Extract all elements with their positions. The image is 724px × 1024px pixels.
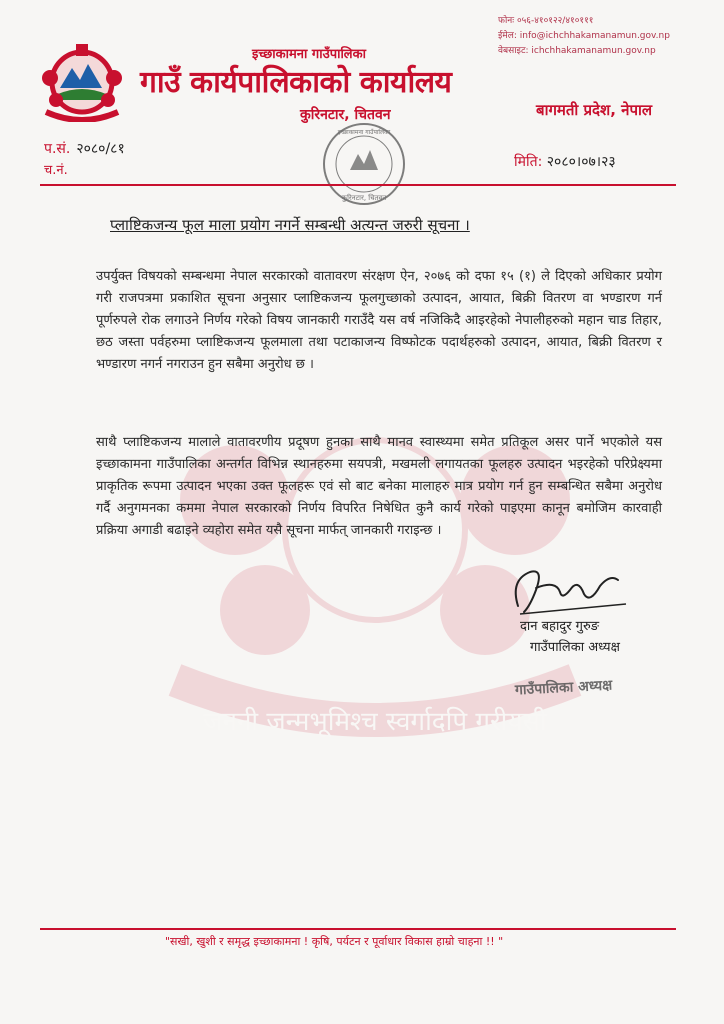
- footer-divider: [40, 928, 676, 930]
- date-label: मिति:: [514, 154, 543, 170]
- province-name: बागमती प्रदेश, नेपाल: [536, 101, 653, 119]
- ref-no-label: प.सं.: [44, 141, 71, 157]
- nepal-emblem-icon: [36, 38, 128, 122]
- body-paragraph-2: साथै प्लाष्टिकजन्य मालाले वातावरणीय प्रदूषण हुनका साथै मानव स्वास्थ्यमा समेत प्रतिकूल असर पार्ने भएकोले यस इच्छाकामना गाउँपालिका अन्तर्गत विभिन्न स्थानहरुमा सयपत्री, मखमली लगायतका फूलहरु उत्पादन भइरहेको परिप्रेक्ष्यमा प्राकृतिक रूपमा उत्पादन भएका उक्त फूलहरू एवं सो बाट बनेका मालाहरु मात्र प्रयोग गर्न हुन सम्बन्धित सबैमा अनुरोध गर्दै अनुगमनका कममा नेपाल सरकारको निर्णय विपरित निषेधित कुनै कार्य गरेको पाइएमा कानून बमोजिम कारवाही प्रक्रिया अगाडी बढाइने व्यहोरा समेत यसै सूचना मार्फत् जानकारी गराइन्छ ।: [96, 435, 662, 538]
- ref-no-value: २०८०/८१: [76, 141, 125, 157]
- letter-date: [514, 152, 616, 171]
- body-paragraph-1: उपर्युक्त विषयको सम्बन्धमा नेपाल सरकारको वातावरण संरक्षण ऐन, २०७६ को दफा १५ (१) ले दिएको अधिकार प्रयोग गरी राजपत्रमा प्रकाशित सूचना अनुसार प्लाष्टिकजन्य फूलगुच्छाको उत्पादन, आयात, बिक्री वितरण वा भण्डारण गर्न पूर्णरुपले रोक लगाउने निर्णय गरेको विषय जानकारी गराउँदै यस वर्ष नजिकिदै आइरहेको नेपालीहरुको महान चाड तिहार, छठ जस्ता पर्वहरुमा प्लाष्टिकजन्य फूलमाला तथा पटाकाजन्य विष्फोटक पदार्थहरुको उत्पादन, आयात, बिक्री वितरण र भण्डारण नगर्न नगराउन हुन सबैमा अनुरोध छ ।: [96, 269, 662, 372]
- office-title: गाउँ कार्यपालिकाको कार्यालय: [140, 65, 452, 100]
- contact-block: [498, 14, 670, 59]
- header-divider: [40, 184, 676, 186]
- signatory-title: गाउँपालिका अध्यक्ष: [530, 640, 620, 655]
- website-text: वेबसाइट: ichchhakamanamun.gov.np: [498, 46, 656, 56]
- email-text: ईमेल: info@ichchhakamanamun.gov.np: [498, 31, 670, 41]
- office-stamp: [318, 120, 410, 208]
- signatory-name: दान बहादुर गुरुङ: [520, 619, 600, 634]
- office-address: कुरिनटार, चितवन: [300, 107, 391, 123]
- reference-number: [44, 139, 125, 158]
- handwritten-signature: [500, 560, 630, 620]
- watermark-motto: जननी जन्मभूमिश्च स्वर्गादपि गरीयसी: [203, 707, 547, 737]
- municipality-name: इच्छाकामना गाउँपालिका: [252, 47, 366, 62]
- signatory-stamp: गाउँपालिका अध्यक्ष: [514, 677, 613, 699]
- stamp-top-text: इच्छाकामना गाउँपालिका: [337, 129, 391, 136]
- stamp-bottom-text: कुरिनटार, चितवन: [341, 194, 387, 202]
- notice-subject: प्लाष्टिकजन्य फूल माला प्रयोग नगर्ने सम्बन्धी अत्यन्त जरुरी सूचना ।: [110, 216, 470, 234]
- footer-slogan: "सखी, खुशी र समृद्ध इच्छाकामना ! कृषि, पर्यटन र पूर्वाधार विकास हाम्रो चाहना !! ": [165, 935, 504, 948]
- dispatch-number-label: च.नं.: [44, 163, 68, 178]
- date-value: २०८०।०७।२३: [546, 154, 616, 170]
- phone-text: फोनः ०५६-४१०१२२/४१०१११: [498, 16, 594, 26]
